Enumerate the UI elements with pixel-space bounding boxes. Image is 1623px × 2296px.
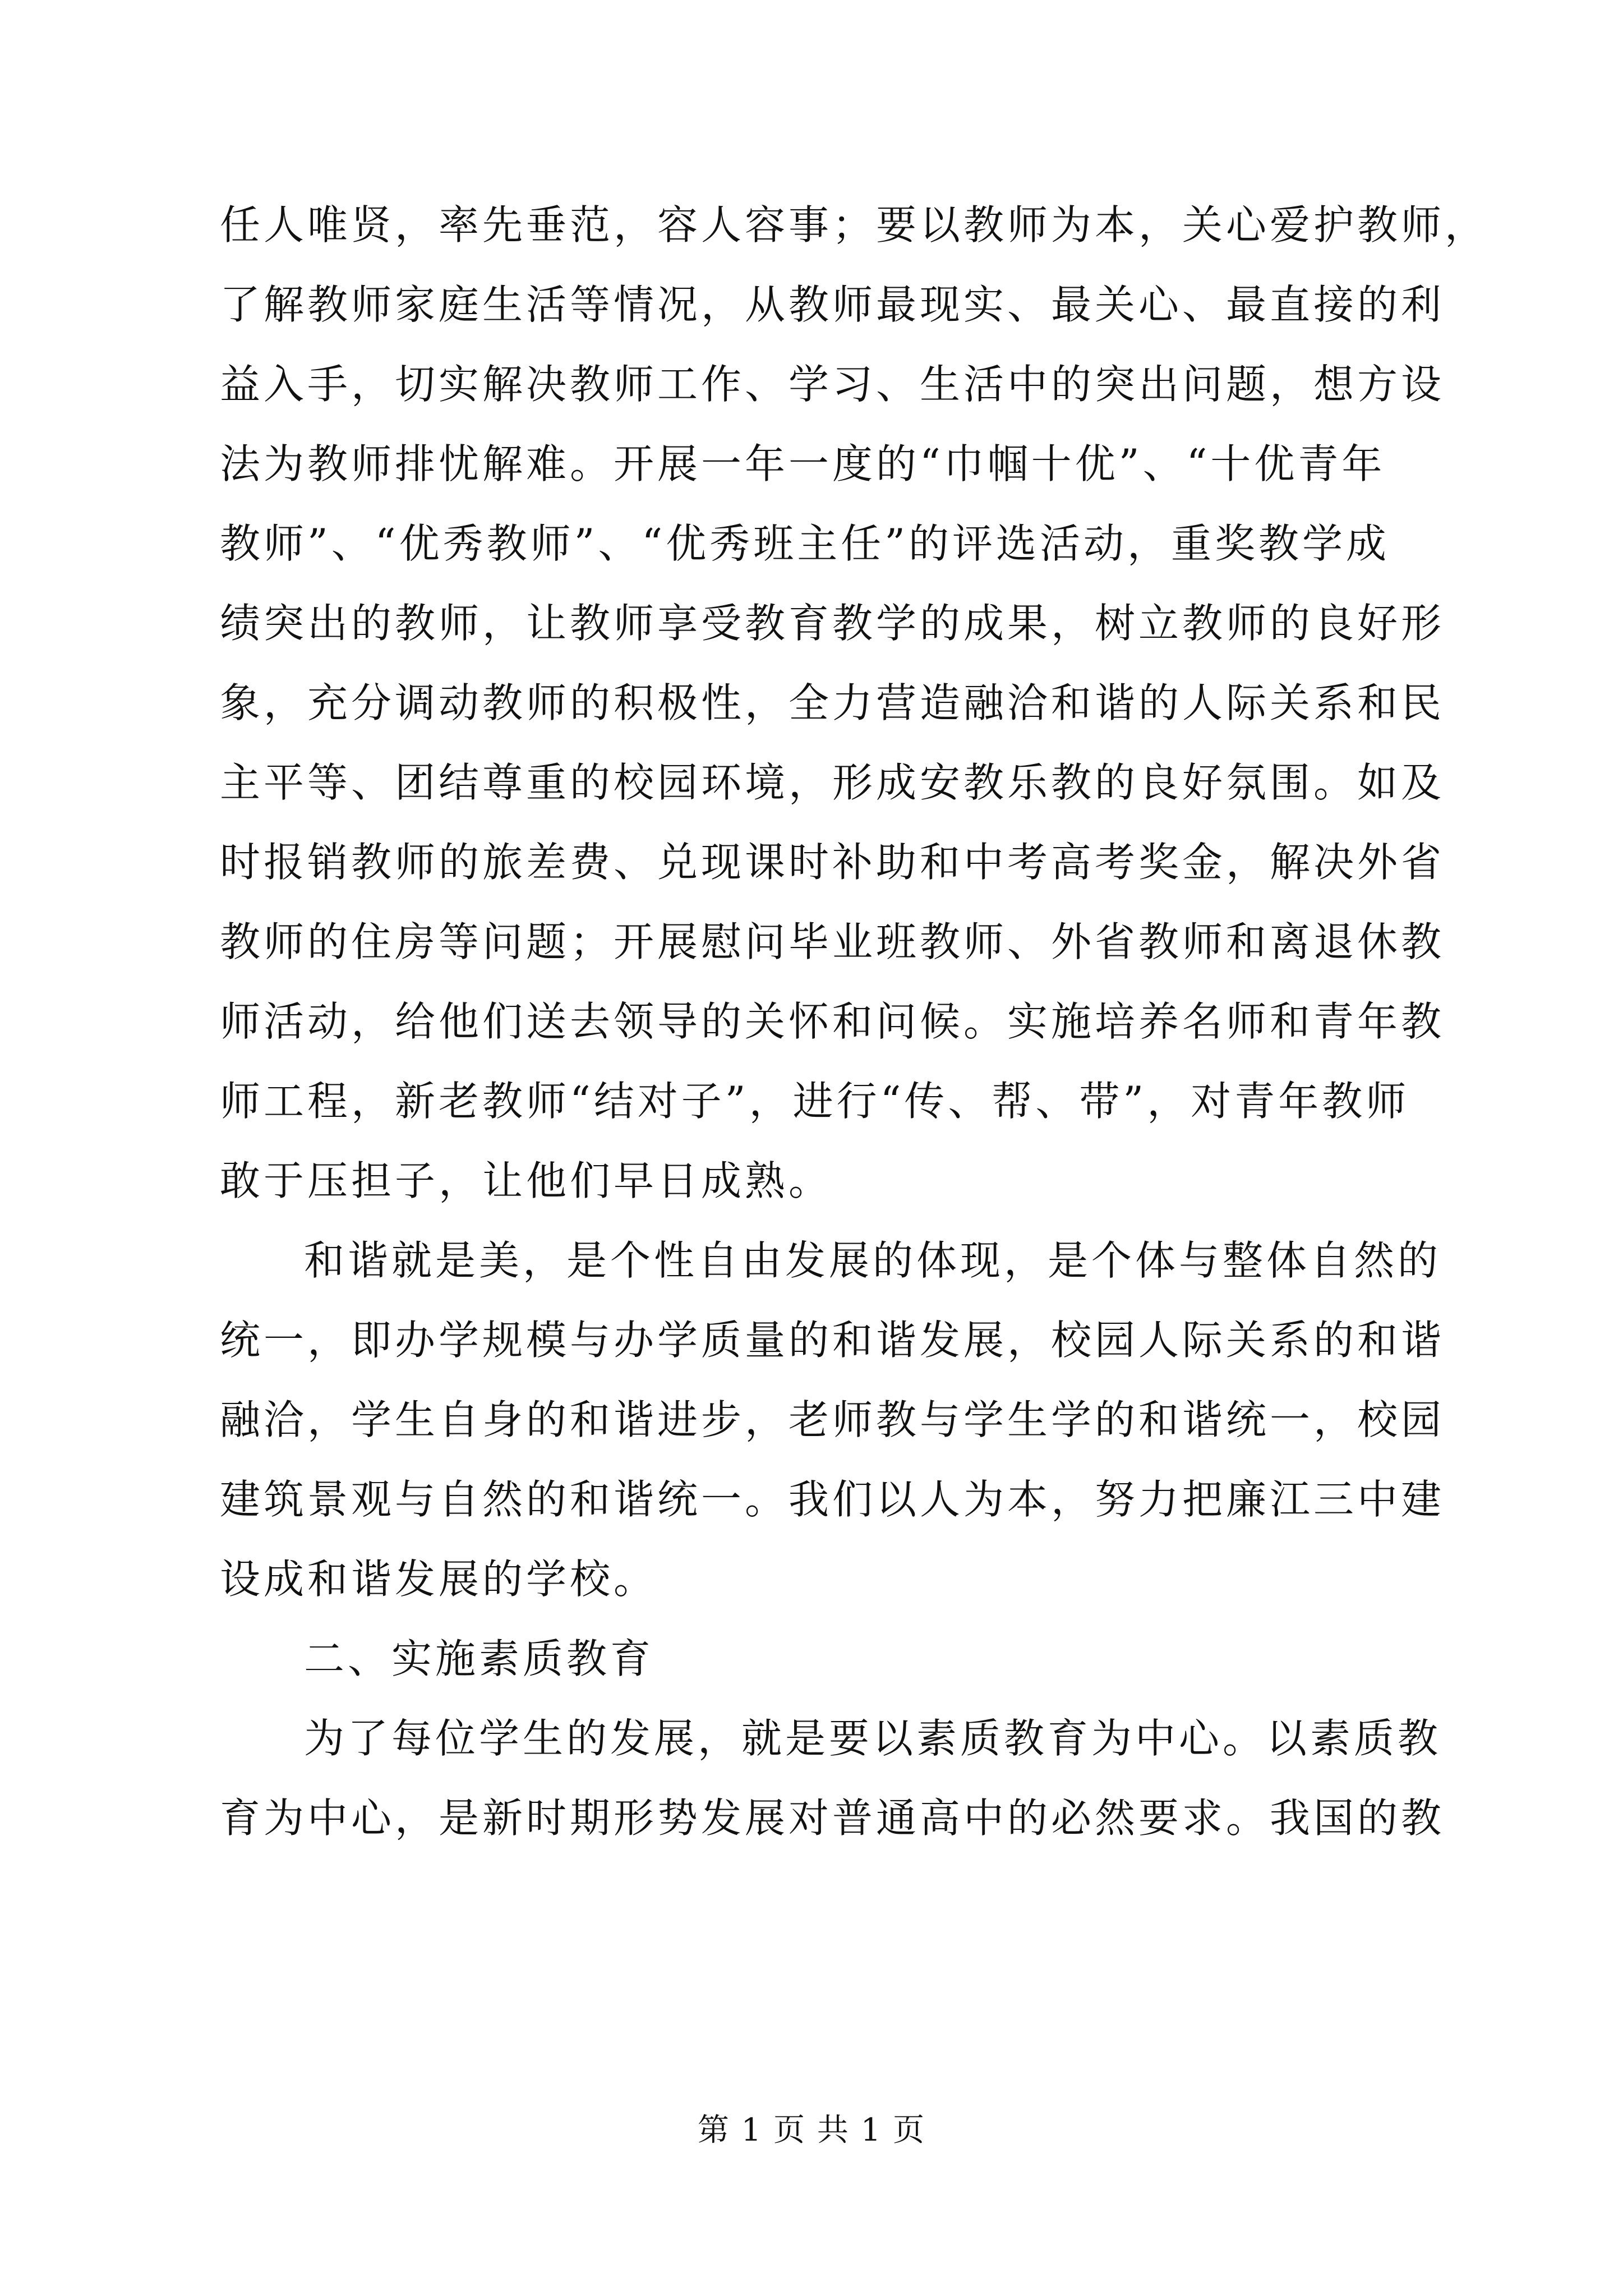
text-line: 教师的住房等问题；开展慰问毕业班教师、外省教师和离退休教: [220, 918, 1445, 965]
text-line: 主平等、团结尊重的校园环境，形成安教乐教的良好氛围。如及: [220, 759, 1445, 806]
text-line: 绩突出的教师，让教师享受教育教学的成果，树立教师的良好形: [220, 600, 1445, 647]
page-footer: 第 1 页 共 1 页: [697, 2112, 926, 2148]
text-line: 法为教师排忧解难。开展一年一度的“巾帼十优”、“十优青年: [220, 440, 1386, 487]
text-line: 统一，即办学规模与办学质量的和谐发展，校园人际关系的和谐: [220, 1317, 1445, 1364]
text-line: 时报销教师的旅差费、兑现课时补助和中考高考奖金，解决外省: [220, 839, 1445, 886]
paragraph-start-line: 为了每位学生的发展，就是要以素质教育为中心。以素质教: [304, 1715, 1442, 1762]
section-heading: 二、实施素质教育: [304, 1635, 654, 1682]
text-line: 敢于压担子，让他们早日成熟。: [220, 1157, 833, 1204]
text-line: 设成和谐发展的学校。: [220, 1556, 658, 1603]
paragraph-start-line: 和谐就是美，是个性自由发展的体现，是个体与整体自然的: [304, 1237, 1442, 1284]
text-line: 教师”、“优秀教师”、“优秀班主任”的评选活动，重奖教学成: [220, 520, 1390, 567]
text-line: 象，充分调动教师的积极性，全力营造融洽和谐的人际关系和民: [220, 679, 1445, 726]
text-line: 建筑景观与自然的和谐统一。我们以人为本，努力把廉江三中建: [220, 1476, 1445, 1523]
text-line: 师活动，给他们送去领导的关怀和问候。实施培养名师和青年教: [220, 998, 1445, 1045]
text-line: 师工程，新老教师“结对子”，进行“传、帮、带”，对青年教师: [220, 1078, 1410, 1125]
text-line: 融洽，学生自身的和谐进步，老师教与学生学的和谐统一，校园: [220, 1396, 1445, 1443]
body-text: [220, 185, 1489, 1858]
text-line: 了解教师家庭生活等情况，从教师最现实、最关心、最直接的利: [220, 281, 1445, 328]
text-line: 育为中心，是新时期形势发展对普通高中的必然要求。我国的教: [220, 1795, 1445, 1842]
text-line: 任人唯贤，率先垂范，容人容事；要以教师为本，关心爱护教师，: [220, 201, 1489, 249]
text-line: 益入手，切实解决教师工作、学习、生活中的突出问题，想方设: [220, 361, 1445, 408]
